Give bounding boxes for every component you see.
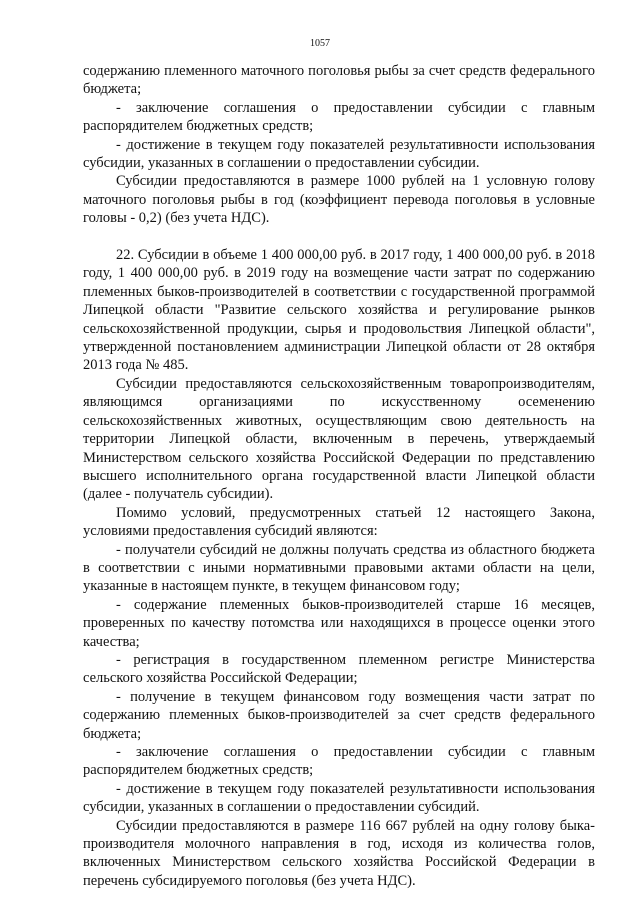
paragraph: - получатели субсидий не должны получать средства из областного бюджета в соответствии с иными нормативными правовыми актами области на цели, указанные в настоящем пункте, в текущем финансовом году; xyxy=(83,541,595,595)
document-body xyxy=(83,62,595,890)
paragraph: Субсидии предоставляются в размере 116 667 рублей на одну голову быка-производителя молочного направления в год, исходя из количества голов, включенных Министерством сельского хозяйства Российской Федерации в перечень субсидируемого поголовья (без учета НДС). xyxy=(83,817,595,889)
paragraph: - заключение соглашения о предоставлении субсидии с главным распорядителем бюджетных средств; xyxy=(83,744,595,779)
paragraph: Помимо условий, предусмотренных статьей 12 настоящего Закона, условиями предоставления субсидий являются: xyxy=(83,504,595,540)
page-number: 1057 xyxy=(310,38,330,49)
paragraph: содержанию племенного маточного поголовья рыбы за счет средств федерального бюджета; xyxy=(83,63,595,98)
paragraph: Субсидии предоставляются в размере 1000 рублей на 1 условную голову маточного поголовья рыбы в год (коэффициент перевода поголовья в условные головы - 0,2) (без учета НДС). xyxy=(83,173,595,227)
paragraph: Субсидии предоставляются сельскохозяйственным товаропроизводителям, являющимся организациями по искусственному осеменению сельскохозяйственных животных, осуществляющим свою деятельность на территории Липецкой области, включенным в перечень, утверждаемый Министерством сельского хозяйства Российской Федерации по представлению высшего исполнительного органа государственной власти Липецкой области (далее - получатель субсидии). xyxy=(83,375,595,503)
paragraph: - получение в текущем финансовом году возмещения части затрат по содержанию племенных быков-производителей за счет средств федерального бюджета; xyxy=(83,688,595,742)
paragraph: - заключение соглашения о предоставлении субсидии с главным распорядителем бюджетных средств; xyxy=(83,99,595,135)
paragraph: 22. Субсидии в объеме 1 400 000,00 руб. в 2017 году, 1 400 000,00 руб. в 2018 году, 1 400 000,00 руб. в 2019 году на возмещение части затрат по содержанию племенных быков-производителей в соответствии с государственной программой Липецкой области "Развитие сельского хозяйства и регулирование рынков сельскохозяйственной продукции, сырья и продовольствия Липецкой области", утвержденной постановлением администрации Липецкой области от 28 октября 2013 года № 485. xyxy=(83,247,595,374)
paragraph: - достижение в текущем году показателей результативности использования субсидии, указанных в соглашении о предоставлении субсидии. xyxy=(83,136,595,172)
paragraph: - содержание племенных быков-производителей старше 16 месяцев, проверенных по качеству потомства или находящихся в процессе оценки этого качества; xyxy=(83,596,595,650)
paragraph: - регистрация в государственном племенном регистре Министерства сельского хозяйства Российской Федерации; xyxy=(83,651,595,687)
paragraph: - достижение в текущем году показателей результативности использования субсидии, указанных в соглашении о предоставлении субсидий. xyxy=(83,780,595,816)
